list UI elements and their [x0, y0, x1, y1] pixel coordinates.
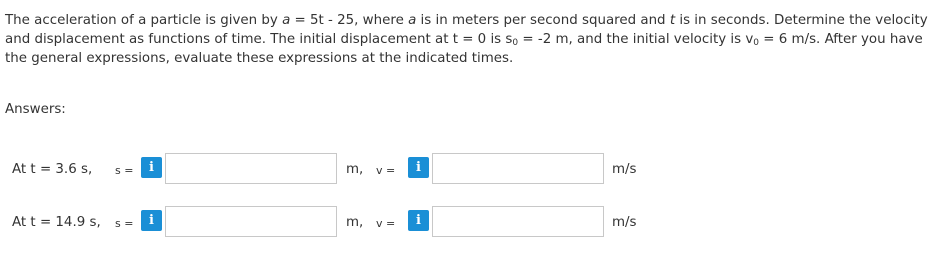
answer-row-2 — [0, 206, 945, 238]
s-label-1: s = — [115, 164, 134, 177]
answer-row-1 — [0, 153, 945, 185]
time-label-2: At t = 14.9 s, — [12, 215, 101, 230]
v-unit-1: m/s — [612, 162, 637, 177]
s-unit-2: m, — [346, 215, 364, 230]
subscript-s0: 0 — [512, 38, 519, 48]
info-icon[interactable]: i — [408, 210, 429, 231]
answers-heading: Answers: — [5, 102, 66, 117]
problem-text-4: is in seconds. Determine the velocity and displacement as functions of time. The initial displacement at t = 0 is s — [5, 13, 928, 47]
problem-text-5: = -2 m, and the initial velocity is v — [518, 32, 754, 47]
v-answer-input-1[interactable] — [432, 153, 604, 184]
time-label-1: At t = 3.6 s, — [12, 162, 93, 177]
info-icon[interactable]: i — [141, 157, 162, 178]
problem-text-6: = 6 m/s. After you have the general expressions, evaluate these expressions at the indicated times. — [5, 32, 923, 66]
problem-text-3: is in meters per second squared and — [416, 13, 670, 28]
info-icon[interactable]: i — [408, 157, 429, 178]
v-label-2: v = — [376, 217, 396, 230]
s-unit-1: m, — [346, 162, 364, 177]
s-label-2: s = — [115, 217, 134, 230]
s-answer-input-2[interactable] — [165, 206, 337, 237]
var-t: t — [669, 13, 676, 28]
problem-text-2: = 5t - 25, where — [290, 13, 409, 28]
var-a-2: a — [408, 13, 417, 28]
var-a: a — [282, 13, 291, 28]
subscript-v0: 0 — [753, 38, 760, 48]
s-answer-input-1[interactable] — [165, 153, 337, 184]
info-icon[interactable]: i — [141, 210, 162, 231]
v-label-1: v = — [376, 164, 396, 177]
v-answer-input-2[interactable] — [432, 206, 604, 237]
v-unit-2: m/s — [612, 215, 637, 230]
problem-statement — [5, 11, 940, 68]
problem-text-1: The acceleration of a particle is given by — [5, 13, 283, 28]
